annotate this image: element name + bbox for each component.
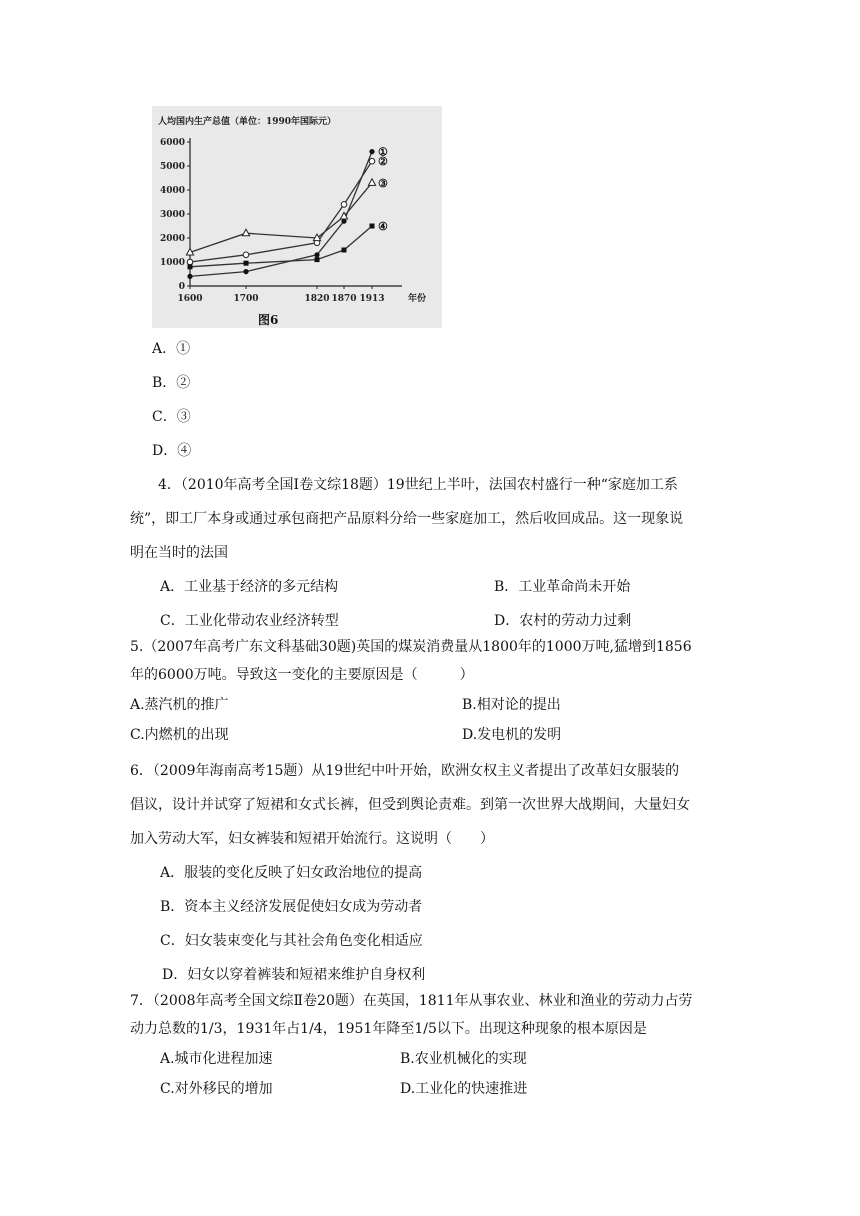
q5-stem-line-2: 年的6000万吨。导致这一变化的主要原因是（ ） [130, 667, 474, 683]
series-line-4 [190, 226, 372, 267]
gdp-line-chart [152, 106, 442, 328]
data-point [370, 224, 375, 229]
q5-option-c[interactable]: C.内燃机的出现 [130, 727, 229, 743]
data-point [341, 202, 347, 208]
q5-option-d[interactable]: D.发电机的发明 [462, 727, 562, 743]
q4-stem-line-1: 4．（2010年高考全国Ⅰ卷文综18题）19世纪上半叶，法国农村盛行一种“家庭加工系 [158, 477, 678, 493]
q7-option-c[interactable]: C.对外移民的增加 [160, 1081, 273, 1097]
q4-option-b[interactable]: B．工业革命尚未开始 [494, 579, 631, 595]
q4-option-c[interactable]: C．工业化带动农业经济转型 [160, 613, 339, 629]
q3-option-c[interactable]: C．③ [152, 409, 191, 425]
q6-option-b[interactable]: B．资本主义经济发展促使妇女成为劳动者 [160, 899, 423, 915]
data-point [342, 248, 347, 253]
figure-6 [152, 106, 442, 328]
data-point [368, 179, 375, 186]
data-point [188, 264, 193, 269]
data-point [315, 257, 320, 262]
q7-option-b[interactable]: B.农业机械化的实现 [400, 1051, 527, 1067]
q4-option-a[interactable]: A．工业基于经济的多元结构 [160, 579, 339, 595]
q6-stem-line-1: 6．（2009年海南高考15题）从19世纪中叶开始，欧洲女权主义者提出了改革妇女服装的 [130, 763, 680, 779]
x-tick-label: 1600 [177, 294, 203, 304]
q6-option-d[interactable]: D．妇女以穿着裤装和短裙来维护自身权利 [162, 967, 426, 983]
q6-option-c[interactable]: C．妇女装束变化与其社会角色变化相适应 [160, 933, 423, 949]
q4-option-d[interactable]: D．农村的劳动力过剩 [494, 613, 632, 629]
q7-stem-line-2: 动力总数的1/3，1931年占1/4，1951年降至1/5以下。出现这种现象的根本原因是 [130, 1021, 647, 1037]
y-tick-label: 6000 [159, 138, 185, 148]
x-tick-label: 1870 [331, 294, 357, 304]
q7-option-d[interactable]: D.工业化的快速推进 [400, 1081, 528, 1097]
y-tick-label: 5000 [159, 162, 185, 172]
chart-title: 人均国内生产总值（单位：1990年国际元） [158, 117, 337, 127]
data-point [242, 229, 249, 236]
q6-option-a[interactable]: A．服装的变化反映了妇女政治地位的提高 [160, 865, 423, 881]
data-point [244, 261, 249, 266]
q5-stem-line-1: 5.（2007年高考广东文科基础30题)英国的煤炭消费量从1800年的1000万吨,猛增到1856 [130, 639, 692, 655]
chart-axes [160, 138, 402, 304]
y-tick-label: 4000 [159, 186, 185, 196]
q5-option-a[interactable]: A.蒸汽机的推广 [130, 697, 229, 713]
q3-option-b[interactable]: B．② [152, 375, 191, 391]
q3-option-d[interactable]: D．④ [152, 443, 192, 459]
q7-option-a[interactable]: A.城市化进程加速 [160, 1051, 273, 1067]
series-line-2 [190, 161, 372, 262]
y-tick-label: 1000 [159, 258, 185, 268]
data-point [187, 274, 192, 279]
x-tick-label: 1700 [233, 294, 259, 304]
q3-option-a[interactable]: A．① [152, 341, 191, 357]
q5-option-b[interactable]: B.相对论的提出 [462, 697, 561, 713]
y-tick-label: 0 [178, 282, 185, 292]
q7-stem-line-1: 7．（2008年高考全国文综Ⅱ卷20题）在英国，1811年从事农业、林业和渔业的劳动力占劳 [130, 993, 693, 1009]
figure-caption: 图6 [258, 313, 279, 327]
series-label: ③ [378, 176, 388, 190]
y-tick-label: 3000 [159, 210, 185, 220]
series-label: ④ [378, 220, 388, 233]
data-point [243, 252, 249, 258]
data-point [369, 149, 374, 154]
series-label: ② [378, 155, 388, 169]
q4-stem-line-2: 统”，即工厂本身或通过承包商把产品原料分给一些家庭加工，然后收回成品。这一现象说 [130, 511, 684, 527]
series-label: ① [378, 145, 388, 159]
data-point [187, 259, 193, 265]
q6-stem-line-3: 加入劳动大军，妇女裤装和短裙开始流行。这说明（ ） [130, 831, 494, 847]
x-tick-label: 1913 [359, 294, 385, 304]
data-point [243, 269, 248, 274]
data-point [369, 158, 375, 164]
data-point [314, 252, 319, 257]
chart-series [186, 146, 388, 279]
q4-stem-line-3: 明在当时的法国 [130, 545, 228, 561]
x-tick-label: 1820 [304, 294, 330, 304]
y-tick-label: 2000 [159, 234, 185, 244]
q6-stem-line-2: 倡议，设计并试穿了短裙和女式长裤，但受到舆论责难。到第一次世界大战期间，大量妇女 [130, 797, 690, 813]
x-axis-label: 年份 [408, 294, 427, 304]
